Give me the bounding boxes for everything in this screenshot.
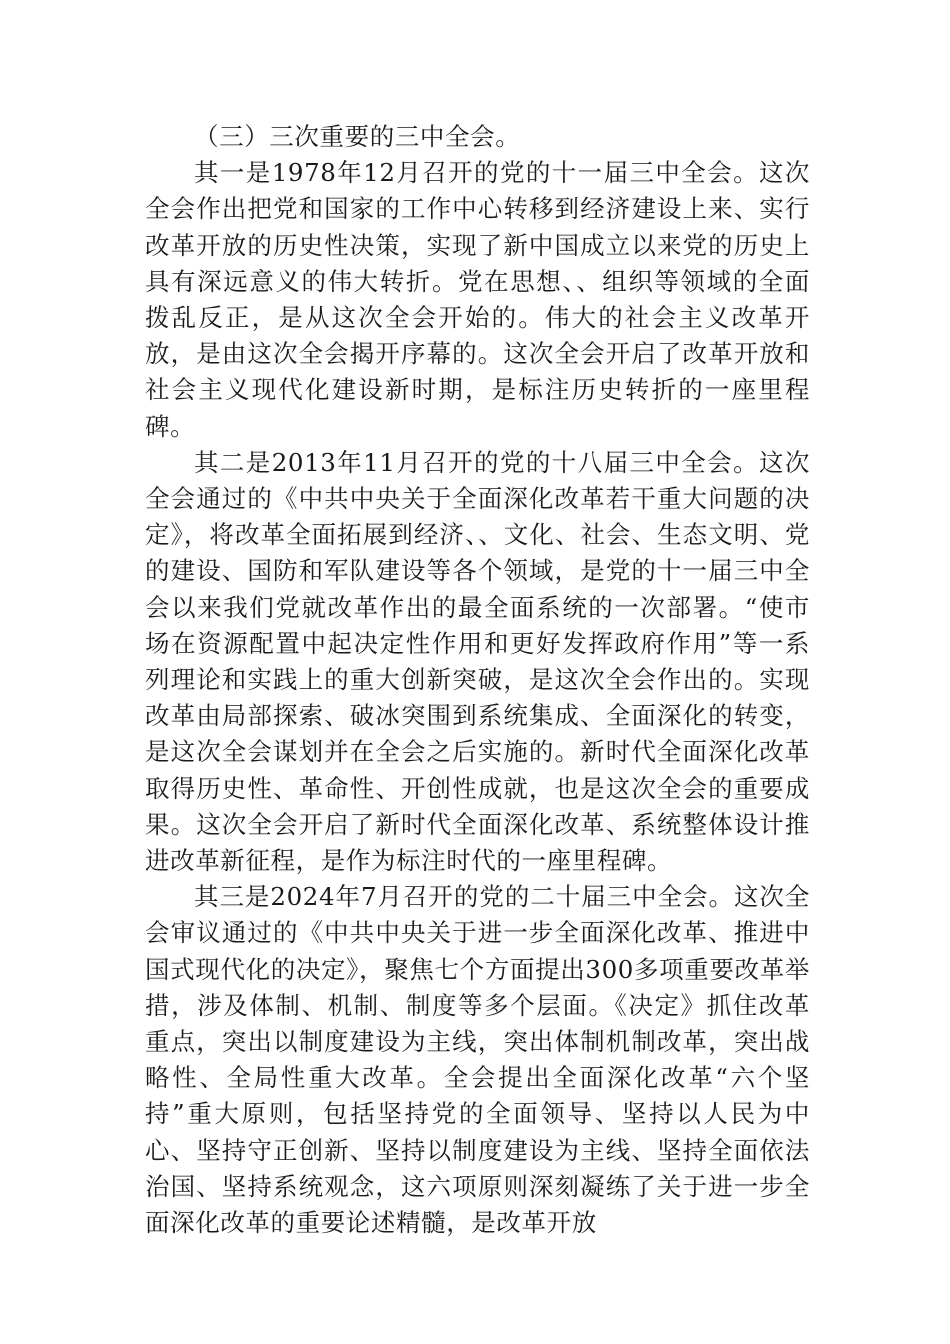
document-body (145, 119, 810, 1241)
paragraph-third-plenum-2024: 其三是2024年7月召开的党的二十届三中全会。这次全会审议通过的《中共中央关于进一步全面深化改革、推进中国式现代化的决定》，聚焦七个方面提出300多项重要改革举措，涉及体制、机制、制度等多个层面。《决定》抓住改革重点，突出以制度建设为主线，突出体制机制改革，突出战略性、全局性重大改革。全会提出全面深化改革“六个坚持”重大原则，包括坚持党的全面领导、坚持以人民为中心、坚持守正创新、坚持以制度建设为主线、坚持全面依法治国、坚持系统观念，这六项原则深刻凝练了关于进一步全面深化改革的重要论述精髓，是改革开放 (145, 882, 810, 1238)
section-heading: （三）三次重要的三中全会。 (194, 122, 521, 151)
paragraph-third-plenum-2013: 其二是2013年11月召开的党的十八届三中全会。这次全会通过的《中共中央关于全面深化改革若干重大问题的决定》，将改革全面拓展到经济、、文化、社会、生态文明、党的建设、国防和军队建设等各个领域，是党的十一届三中全会以来我们党就改革作出的最全面系统的一次部署。“使市场在资源配置中起决定性作用和更好发挥政府作用”等一系列理论和实践上的重大创新突破，是这次全会作出的。实现改革由局部探索、破冰突围到系统集成、全面深化的转变，是这次全会谋划并在全会之后实施的。新时代全面深化改革取得历史性、革命性、开创性成就，也是这次全会的重要成果。这次全会开启了新时代全面深化改革、系统整体设计推进改革新征程，是作为标注时代的一座里程碑。 (145, 447, 810, 876)
paragraph-first-plenum-1978: 其一是1978年12月召开的党的十一届三中全会。这次全会作出把党和国家的工作中心转移到经济建设上来、实行改革开放的历史性决策，实现了新中国成立以来党的历史上具有深远意义的伟大转折。党在思想、、组织等领域的全面拨乱反正，是从这次全会开始的。伟大的社会主义改革开放，是由这次全会揭开序幕的。这次全会开启了改革开放和社会主义现代化建设新时期，是标注历史转折的一座里程碑。 (145, 158, 810, 441)
